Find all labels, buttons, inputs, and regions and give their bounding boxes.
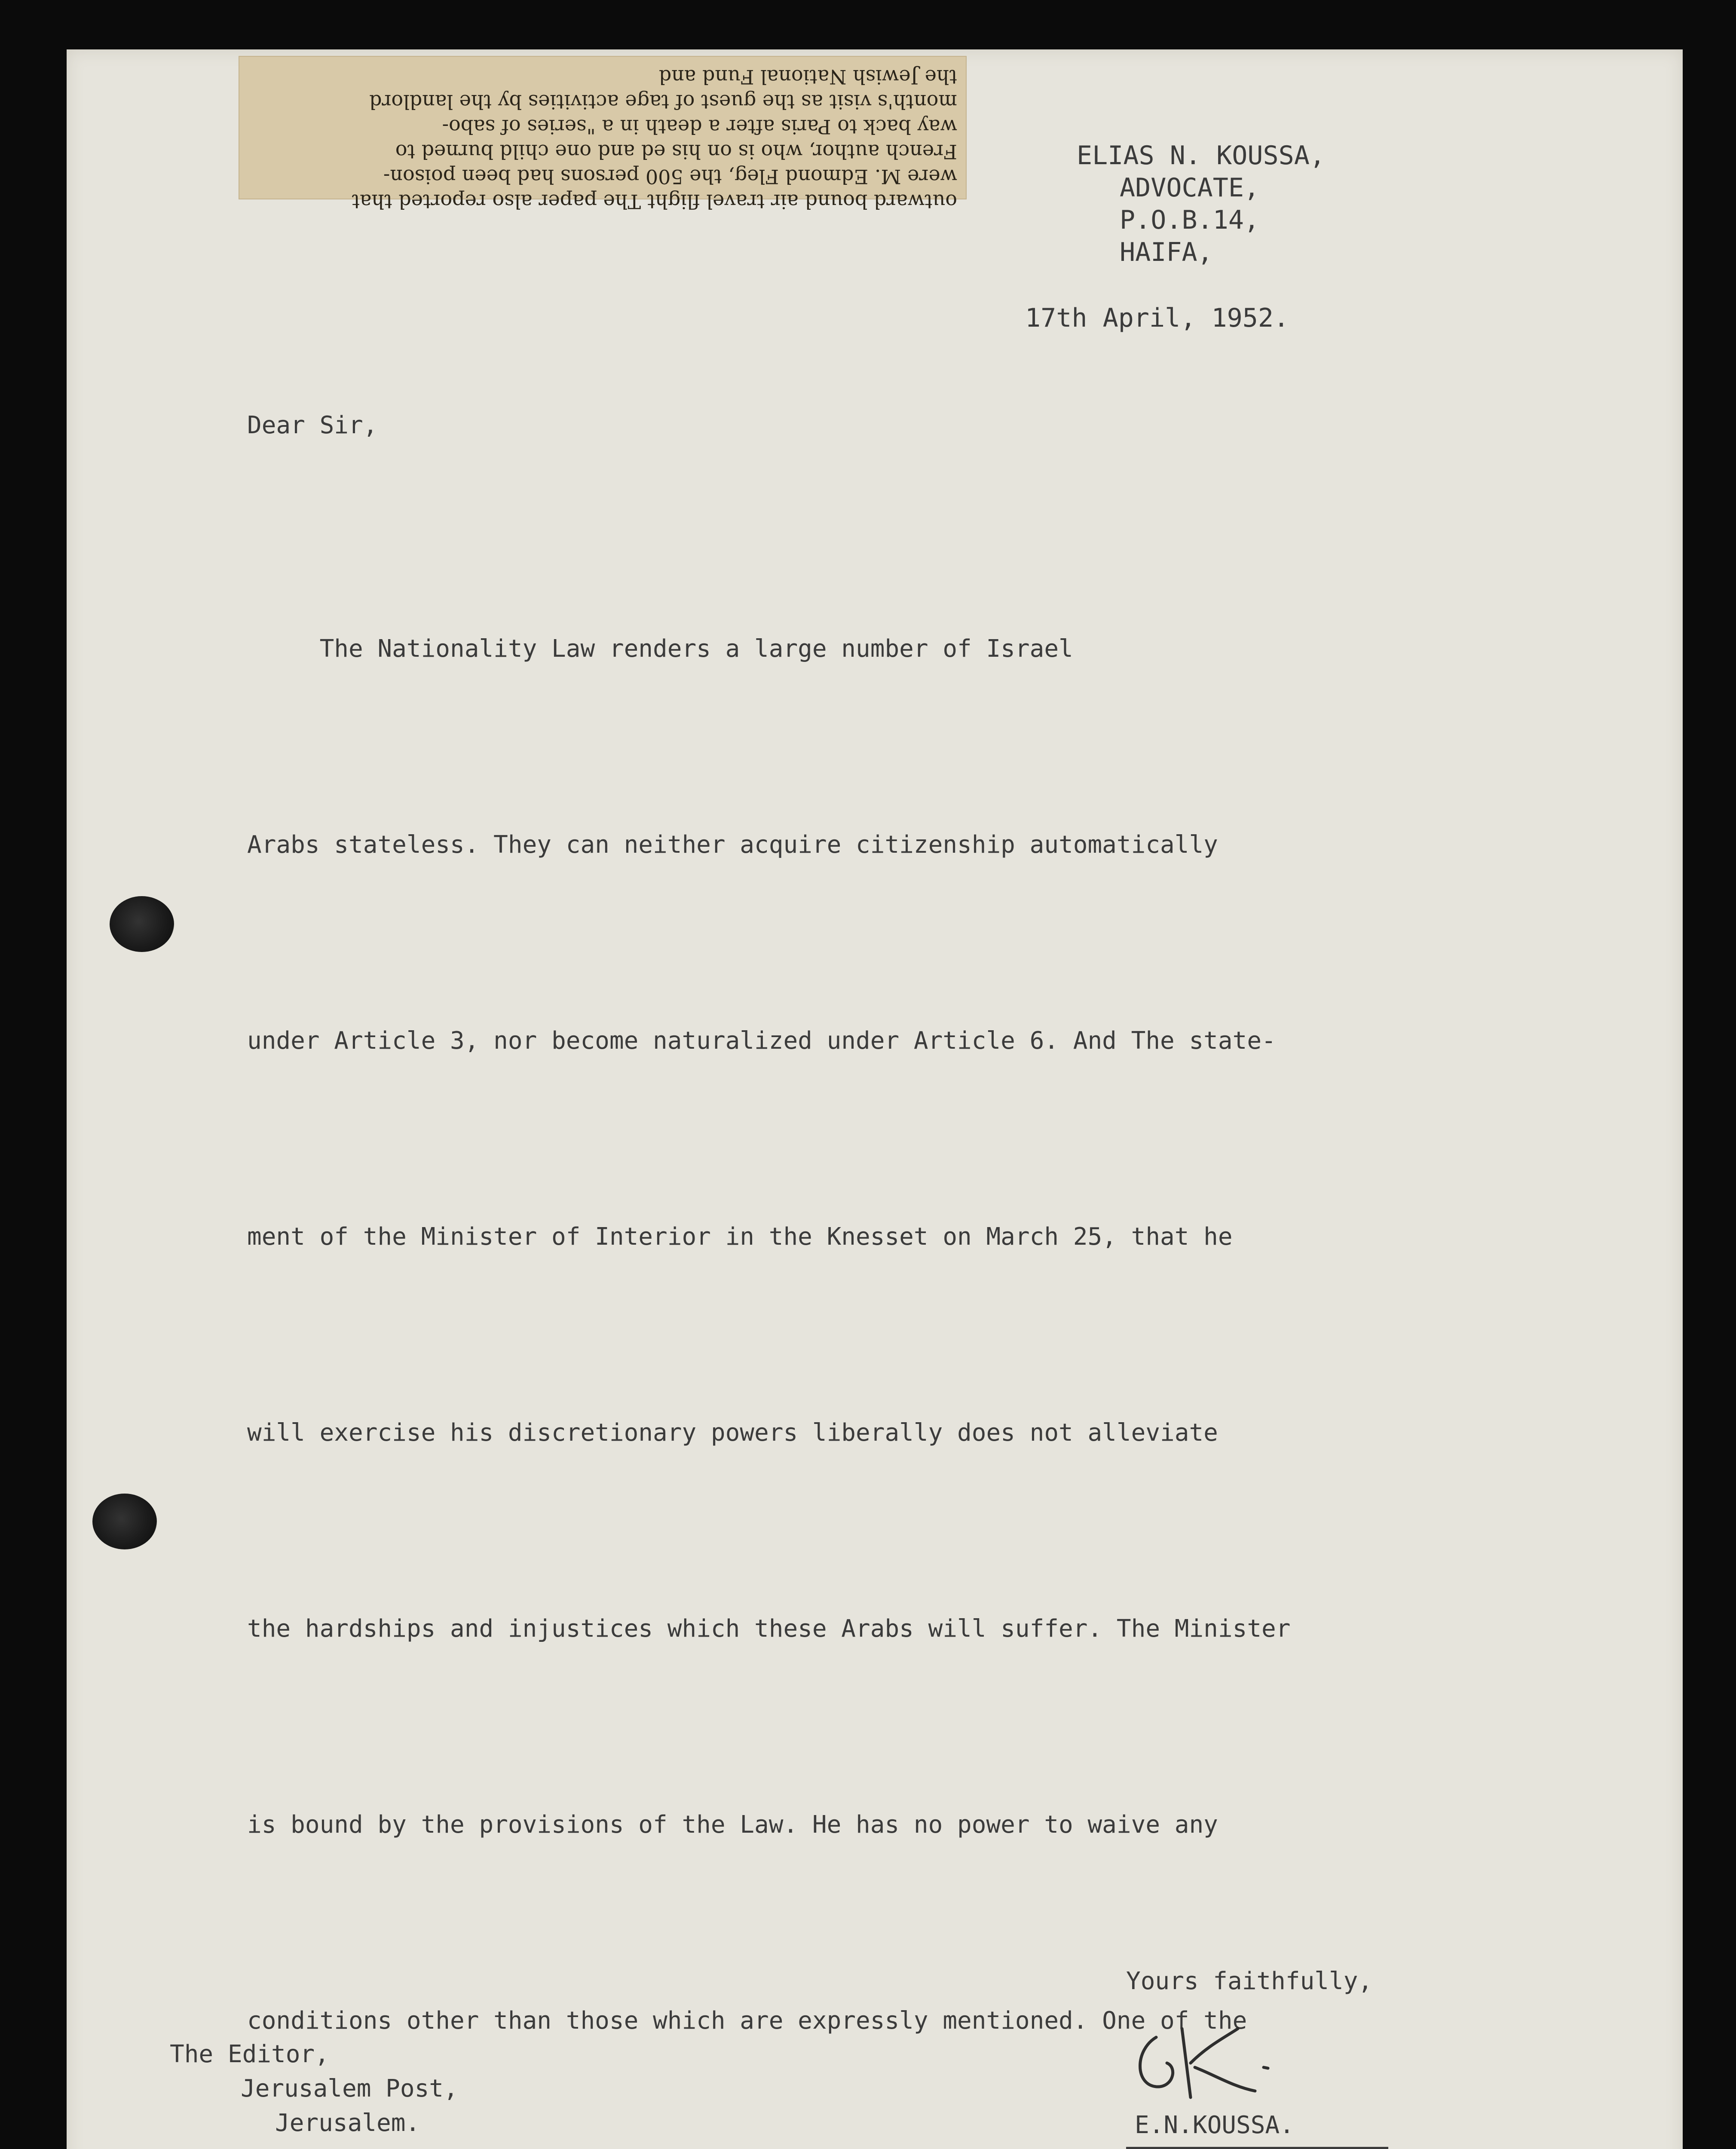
- recipient-line1: The Editor,: [170, 2040, 329, 2068]
- clipping-line: French author, who is on his ed and one child burned to: [395, 140, 957, 163]
- binder-hole: [110, 896, 174, 952]
- signature-name: E.N.KOUSSA.: [1135, 2111, 1294, 2139]
- body-line: ment of the Minister of Interior in the Knesset on March 25, that he: [247, 1223, 1233, 1251]
- signature-underline: [1126, 2147, 1388, 2149]
- handwritten-signature: [1126, 2011, 1315, 2110]
- clipping-line: way back to Paris after a death in a "series of sabo-: [442, 115, 957, 138]
- body-line: Arabs stateless. They can neither acquire citizenship automatically: [247, 831, 1218, 859]
- body-line: will exercise his discretionary powers liberally does not alleviate: [247, 1419, 1218, 1447]
- recipient-line2: Jerusalem Post,: [241, 2075, 458, 2103]
- newspaper-clipping: [239, 56, 967, 213]
- letterhead-pob: P.O.B.14,: [1120, 205, 1260, 235]
- closing: Yours faithfully,: [1126, 1967, 1373, 1995]
- clipping-line: outward bound air travel flight The paper also reported that: [352, 190, 957, 213]
- clipping-line: were M. Edmond Fleg, the 500 persons had been poison-: [383, 165, 957, 188]
- clipping-text: [248, 64, 957, 214]
- clipping-line: the Jewish National Fund and: [658, 65, 957, 89]
- binder-hole: [92, 1494, 157, 1549]
- letterhead-name: ELIAS N. KOUSSA,: [1077, 141, 1325, 171]
- body-line: under Article 3, nor become naturalized under Article 6. And The state-: [247, 1027, 1276, 1055]
- letterhead-city: HAIFA,: [1120, 237, 1213, 267]
- body-line: The Nationality Law renders a large number of Israel: [247, 635, 1073, 663]
- body-line: conditions other than those which are expressly mentioned. One of the: [247, 2007, 1247, 2035]
- letterhead-title: ADVOCATE,: [1120, 173, 1260, 203]
- body-line: is bound by the provisions of the Law. He has no power to waive any: [247, 1811, 1218, 1839]
- body-line: the hardships and injustices which these Arabs will suffer. The Minister: [247, 1615, 1291, 1643]
- clipping-line: month's visit as the guest of tage activities by the landlord: [369, 90, 957, 113]
- salutation: Dear Sir,: [247, 411, 378, 439]
- letter-date: 17th April, 1952.: [1025, 303, 1289, 333]
- letter-body: [247, 486, 1334, 2149]
- recipient-line3: Jerusalem.: [275, 2109, 420, 2137]
